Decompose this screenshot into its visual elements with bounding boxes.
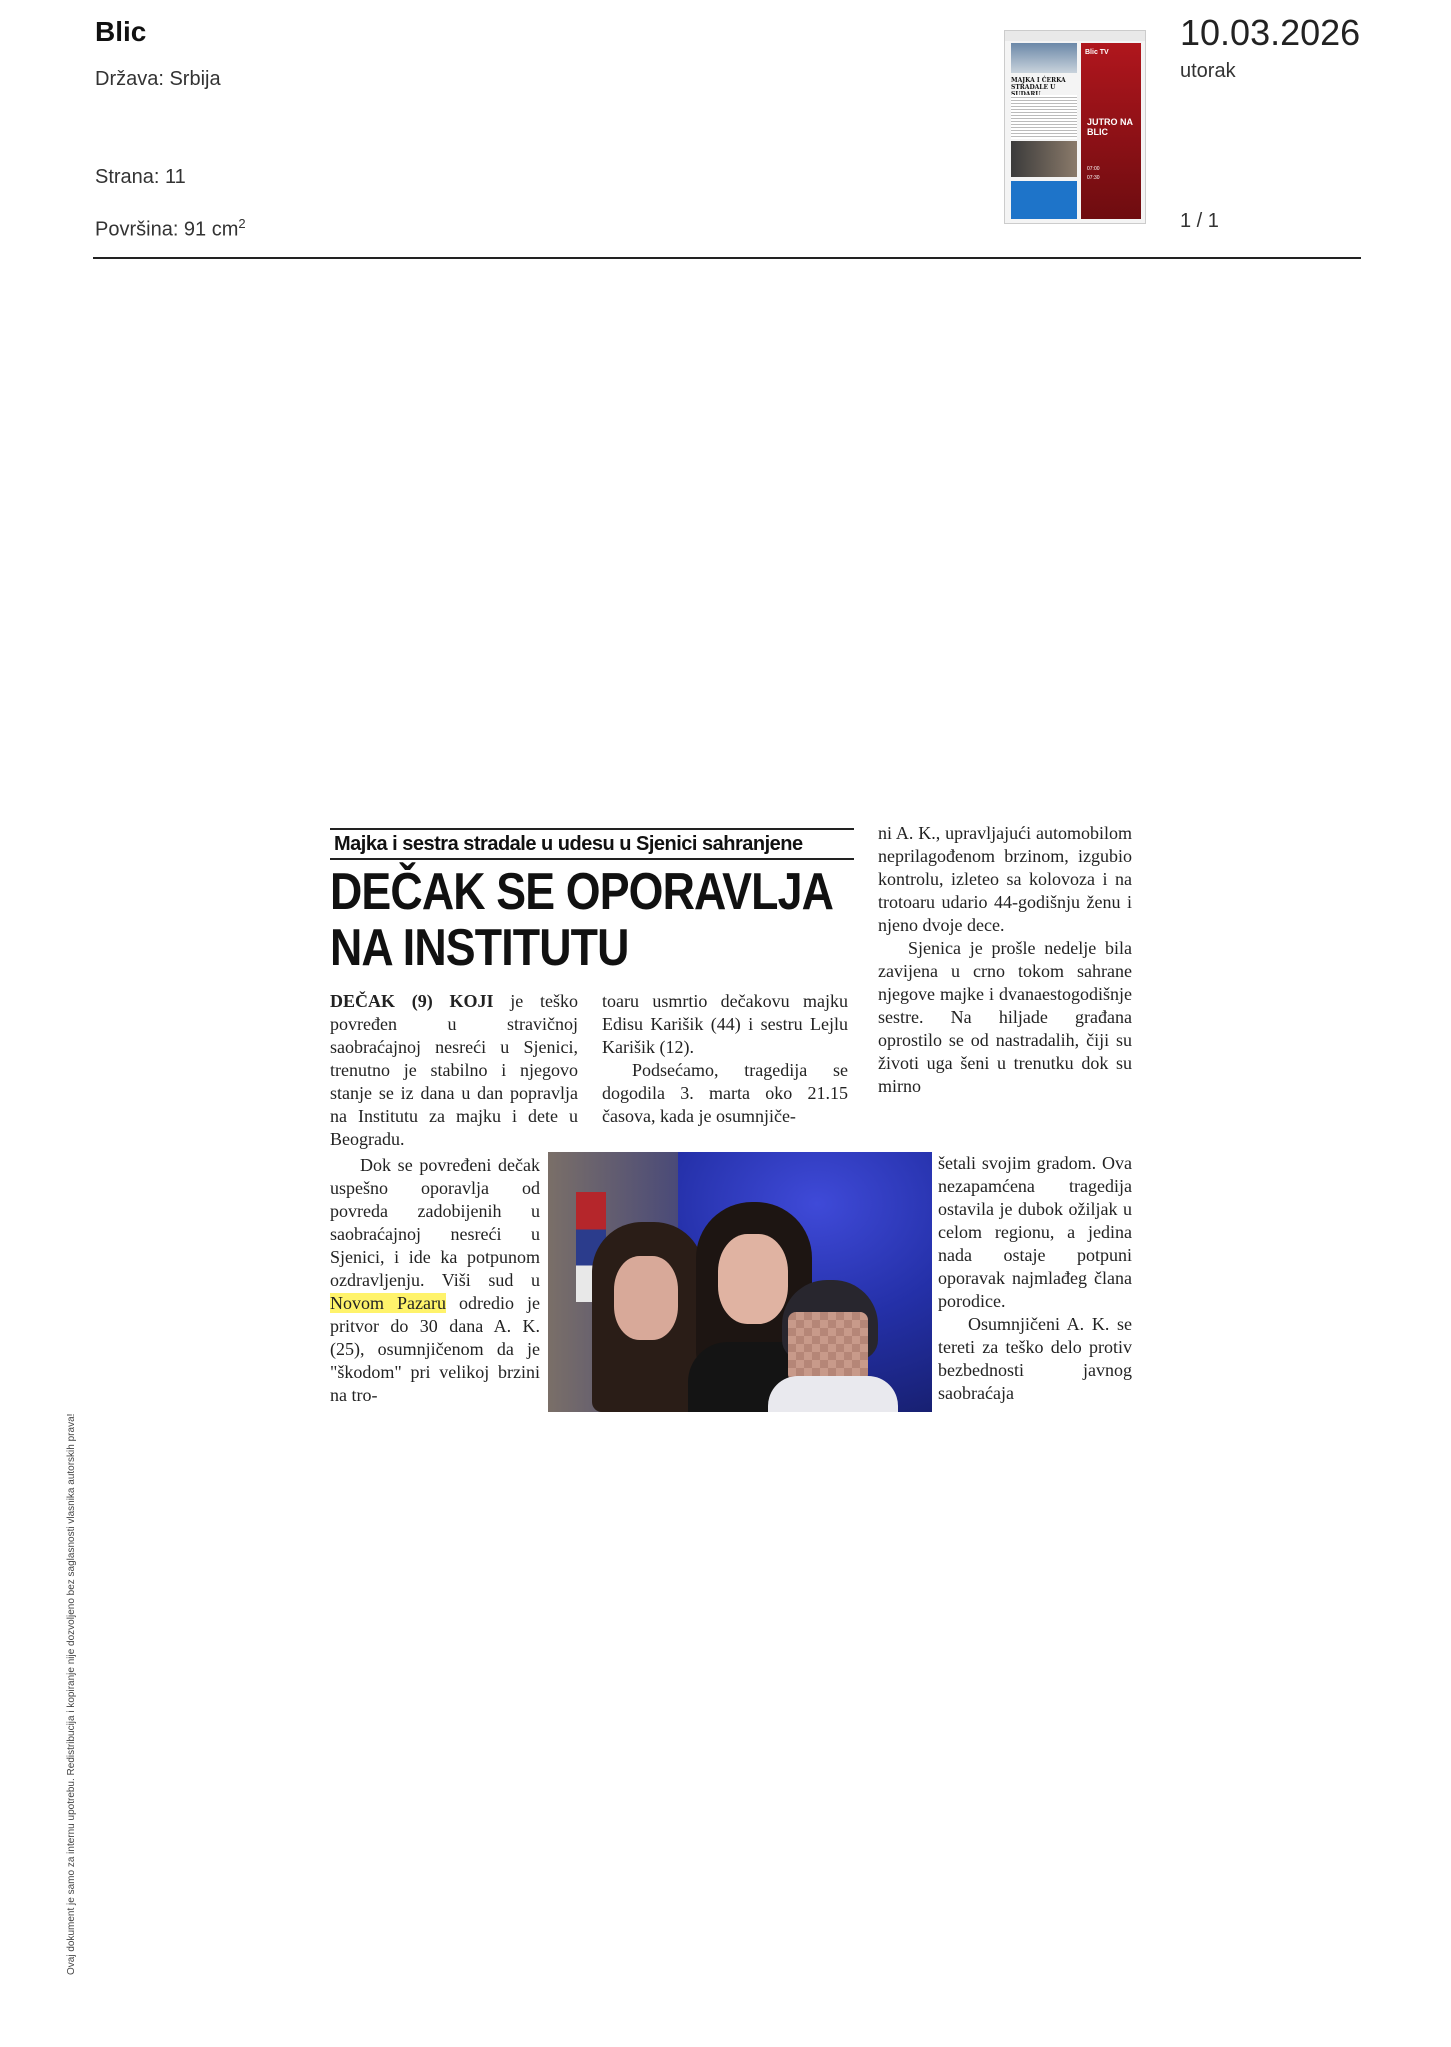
- thumb-headline: MAJKA I ĆERKA STRADALE U: [1011, 77, 1066, 91]
- col1-paragraph-1: je teško povređen u stravičnoj saobraćajnoj nesreći u Sjenici, trenutno je stabilno i njegovo stanje se iz dana u dan popravlja na Institutu za majku i dete u Beogradu.: [330, 991, 578, 1149]
- publication-date: 10.03.2026: [1180, 12, 1361, 53]
- thumb-logo: Blic TV: [1085, 49, 1109, 56]
- col3b-paragraph-2: Osumnjičeni A. K. se tereti za teško delo protiv bezbednosti javnog saobraćaja: [938, 1314, 1132, 1403]
- thumb-time-1: 07:00: [1087, 166, 1100, 172]
- lead-caps: DEČAK (9) KOJI: [330, 991, 494, 1011]
- highlighted-term: Novom Pazaru: [330, 1293, 446, 1313]
- page-thumbnail[interactable]: [1004, 30, 1146, 224]
- article-column-1: [330, 990, 578, 1151]
- copyright-disclaimer: Ovaj dokument je samo za internu upotrebu. Redistribucija i kopiranje nije dozvoljeno bez saglasnosti vlasnika autorskih prava!: [66, 1413, 77, 1975]
- photo-woman-face: [718, 1234, 788, 1324]
- article-photo: [548, 1152, 932, 1412]
- article-column-2: [602, 990, 848, 1128]
- article-column-3-continued: [938, 1152, 1132, 1405]
- col3b-paragraph-1: šetali svojim gradom. Ova nezapamćena tragedija ostavila je dubok ožiljak u celom regionu, a jedina nada ostaje potpuni oporavak najmlađeg člana porodice.: [938, 1153, 1132, 1311]
- col1-paragraph-2-end: odredio je pritvor do 30 dana A. K. (25), osumnjičenom da je "škodom" pri velikoj brzini na tro-: [330, 1293, 540, 1405]
- headline-line-1: DEČAK SE OPORAVLJA: [330, 863, 834, 921]
- col3-paragraph-1: ni A. K., upravljajući automobilom neprilagođenom brzinom, izgubio kontrolu, izleteo sa kolovoza i na trotoaru udario 44-godišnju ženu i njeno dvoje dece.: [878, 823, 1132, 935]
- area-unit-exponent: 2: [238, 216, 246, 231]
- header-divider: [93, 257, 1361, 259]
- thumb-text-column: [1011, 95, 1077, 139]
- thumb-times: [1087, 165, 1100, 183]
- thumb-promo-title: JUTRO NA BLIC: [1087, 117, 1133, 137]
- photo-boy-body: [768, 1376, 898, 1412]
- thumb-blue-box: [1011, 181, 1077, 219]
- col2-paragraph-1: toaru usmrtio dečakovu majku Edisu Karišik (44) i sestru Lejlu Karišik (12).: [602, 991, 848, 1057]
- thumb-photo: [1011, 141, 1077, 177]
- article-kicker: Majka i sestra stradale u udesu u Sjenici sahranjene: [330, 828, 854, 860]
- headline-line-2: NA INSTITUTU: [330, 919, 629, 977]
- thumb-masthead: [1005, 31, 1145, 41]
- publication-name: Blic: [95, 16, 147, 47]
- page-counter: 1 / 1: [1180, 210, 1219, 232]
- weekday: utorak: [1180, 60, 1236, 82]
- thumb-car-photo: [1011, 43, 1077, 73]
- article-column-3: [878, 822, 1132, 1098]
- area-label: [95, 216, 246, 242]
- photo-boy-face-pixelated: [788, 1312, 868, 1382]
- col3-paragraph-2: Sjenica je prošle nedelje bila zavijena u crno tokom sahrane njegove majke i dvanaestogodišnje sestre. Na hiljade građana oprostilo se od nastradalih, čiji su životi uga šeni u trenutku dok su mirno: [878, 938, 1132, 1096]
- page-number: Strana: 11: [95, 166, 186, 188]
- thumb-time-2: 07:30: [1087, 175, 1100, 181]
- photo-girl-face: [614, 1256, 678, 1340]
- article-column-1-continued: [330, 1154, 540, 1407]
- article-headline: [330, 863, 834, 977]
- col1-paragraph-2: Dok se povređeni dečak uspešno oporavlja od povreda zadobijenih u saobraćajnoj nesreći u Sjenici, i ide ka potpunom ozdravljenju. Viši sud u: [330, 1155, 540, 1290]
- col2-paragraph-2: Podsećamo, tragedija se dogodila 3. marta oko 21.15 časova, kada je osumnjiče-: [602, 1060, 848, 1126]
- country-label: Država: Srbija: [95, 68, 221, 90]
- area-value: Površina: 91 cm: [95, 218, 239, 241]
- article-clipping: [330, 822, 1134, 1422]
